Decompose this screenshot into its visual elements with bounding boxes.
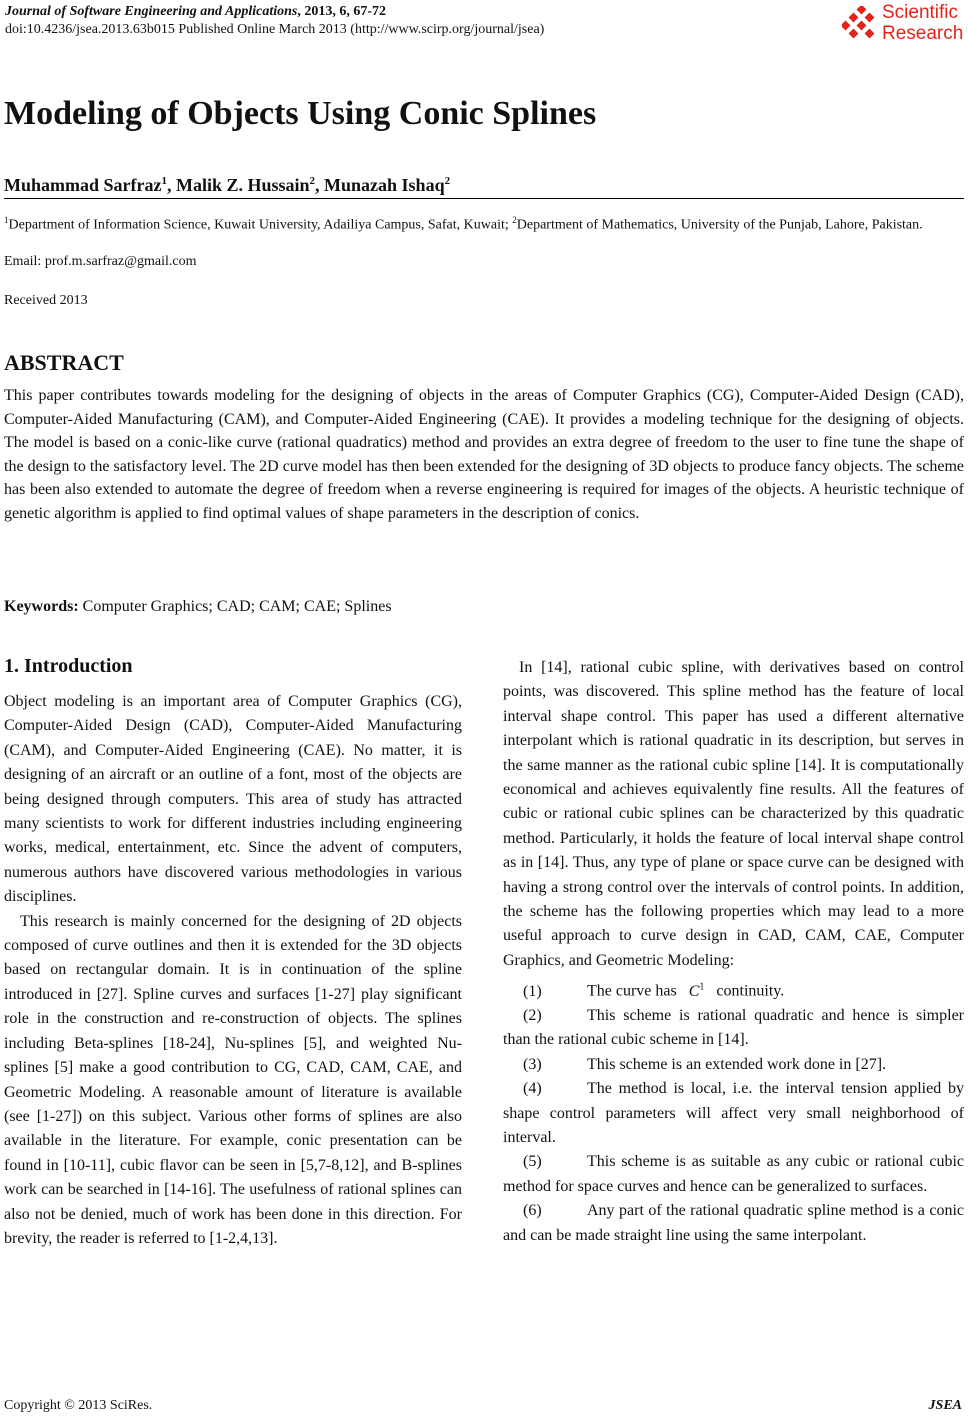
author-affiliation-mark: 1	[161, 175, 167, 187]
section-heading: 1. Introduction	[4, 655, 133, 677]
list-number: (3)	[523, 1055, 542, 1073]
logo-line-2: Research	[882, 23, 964, 44]
author-name: Munazah Ishaq	[324, 175, 445, 195]
affiliations	[4, 210, 964, 236]
logo-wordmark	[882, 2, 963, 44]
scientific-research-logo-icon	[842, 6, 880, 42]
list-number: (6)	[523, 1202, 542, 1220]
keywords-label: Keywords:	[4, 598, 79, 615]
paragraph: This research is mainly concerned for the designing of 2D objects composed of curve outlines and then it is extended for the 3D objects based on rectangular domain. It is in continuation of the spline introduced in [27]. Spline curves and surfaces [1-27] play significant role in the construction and re-construction of objects. The splines including Beta-splines [18-24], Nu-splines [5], and weighted Nu-splines [5] make a good contribution to CG, CAD, CAM, CAE, and Geometric Modeling. A reasonable amount of literature is available (see [1-27]) on this subject. Various other forms of splines are also available in the literature. For example, conic presentation can be found in [10-11], cubic flavor can be seen in [5,7-8,12], and B-splines work can be searched in [14-16]. The usefulness of rational splines can also not be denied, much of work has been done in this direction. For brevity, the reader is referred to [1-2,4,13].	[4, 912, 462, 1247]
keywords-text: Computer Graphics; CAD; CAM; CAE; Splines	[78, 598, 392, 615]
title-divider	[4, 198, 964, 199]
list-text: This scheme is as suitable as any cubic or rational cubic method for space curves and hence can be generalized to surfaces.	[503, 1153, 964, 1195]
abstract-text: This paper contributes towards modeling for the designing of objects in the areas of Computer Graphics (CG), Computer-Aided Design (CAD), Computer-Aided Manufacturing (CAM), and Computer-Aided Engineering (CAE). It provides a modeling technique for the designing of objects. The model is based on a conic-like curve (rational quadratics) method and provides an extra degree of freedom to the user to fine tune the shape of the design to the satisfactory level. The 2D curve model has then been extended for the designing of 3D objects to produce fancy objects. The scheme has been also extended to automate the degree of freedom when a reverse engineering is required for images of the objects. A heuristic technique of genetic algorithm is applied to find optimal values of shape parameters in the description of conics.	[4, 387, 964, 522]
author-affiliation-mark: 2	[444, 175, 451, 187]
author-list	[4, 168, 450, 198]
abstract-heading: ABSTRACT	[4, 350, 124, 375]
affiliation-2: Department of Mathematics, University of the Punjab, Lahore, Pakistan.	[516, 217, 923, 233]
math-symbol: $C^1$	[688, 981, 705, 1000]
paragraph: Object modeling is an important area of Computer Graphics (CG), Computer-Aided Design (CAD), Computer-Aided Manufacturing (CAM), and Computer-Aided Engineering (CAE). No matter, it is designing of an aircraft or an outline of a font, most of the objects are being designed through computers. This area of study has attracted many scientists to work for different industries including engineering works, medical, entertainment, etc. Since the advent of computers, numerous authors have discovered various methodologies in various disciplines.	[4, 693, 462, 906]
paper-title: Modeling of Objects Using Conic Splines	[4, 95, 597, 132]
author-separator: ,	[315, 175, 325, 195]
journal-name: Journal of Software Engineering and Applications	[5, 4, 298, 19]
list-item	[503, 1199, 964, 1248]
author-separator: ,	[166, 175, 176, 195]
left-column	[4, 690, 462, 1251]
author-affiliation-mark: 2	[309, 175, 316, 187]
logo-line-1: Scientific	[882, 2, 959, 23]
author-name: Muhammad Sarfraz	[4, 175, 162, 195]
doi-line: doi:10.4236/jsea.2013.63b015 Published Online March 2013 (http://www.scirp.org/journal/jsea)	[5, 22, 545, 37]
keywords	[4, 596, 392, 618]
author-name: Malik Z. Hussain	[175, 175, 310, 195]
list-item	[503, 975, 964, 1004]
list-text: This scheme is an extended work done in [27].	[587, 1055, 887, 1073]
affiliation-1: Department of Information Science, Kuwait University, Adailiya Campus, Safat, Kuwait;	[8, 217, 513, 233]
right-column	[503, 656, 964, 1248]
author-email: Email: prof.m.sarfraz@gmail.com	[4, 254, 197, 269]
affiliation-mark: 2	[512, 215, 517, 225]
list-number: (5)	[523, 1153, 542, 1171]
journal-citation	[5, 3, 386, 21]
list-item	[503, 1004, 964, 1053]
list-text: Any part of the rational quadratic spline method is a conic and can be made straight line using the same interpolant.	[503, 1202, 964, 1244]
list-number: (2)	[523, 1007, 542, 1025]
list-item	[503, 1150, 964, 1199]
journal-volume: , 2013, 6, 67-72	[297, 4, 387, 19]
footer-journal: JSEA	[928, 1398, 962, 1413]
received-date: Received 2013	[4, 293, 88, 308]
publisher-logo	[842, 2, 962, 46]
list-number: (4)	[523, 1080, 542, 1098]
affiliation-mark: 1	[4, 215, 9, 225]
list-item	[503, 1077, 964, 1150]
paragraph: In [14], rational cubic spline, with derivatives based on control points, was discovered. This spline method has the feature of local interval shape control. This paper has used a different alternative interpolant which is rational quadratic in its description, but serves in the same manner as the rational cubic spline [14]. It is computationally economical and achieves equivalently fine results. All the features of cubic or rational cubic splines can be characterized by this quadratic method. Particularly, it holds the feature of local interval shape control as in [14]. Thus, any type of plane or space curve can be designed with having a strong control over the intervals of control points. In addition, the scheme has the following properties which may lead to a more useful approach to curve design in CAD, CAM, CAE, Computer Graphics, and Geometric Modeling:	[503, 659, 964, 969]
list-text: The curve has	[587, 982, 677, 1000]
list-text: continuity.	[716, 982, 785, 1000]
list-item	[503, 1053, 964, 1077]
footer-copyright: Copyright © 2013 SciRes.	[4, 1398, 153, 1413]
list-number: (1)	[523, 982, 542, 1000]
list-text: This scheme is rational quadratic and hence is simpler than the rational cubic scheme in [14].	[503, 1007, 964, 1049]
list-text: The method is local, i.e. the interval tension applied by shape control parameters will affect very small neighborhood of interval.	[503, 1080, 964, 1147]
